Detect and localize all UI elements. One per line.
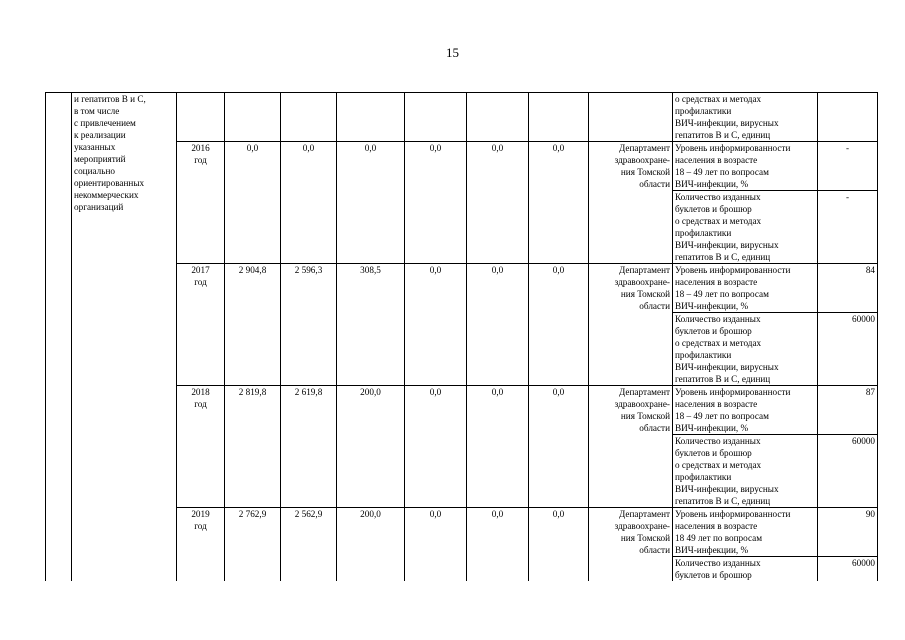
program-table	[45, 92, 878, 581]
value-total: 0,0	[225, 142, 281, 264]
indicator-name: Количество изданных буклетов и брошюр	[673, 557, 818, 582]
indicator-name: Количество изданных буклетов и брошюр о средствах и методах профилактики ВИЧ-инфекции, вирусных гепатитов В и С, единиц	[673, 191, 818, 264]
value-federal: 2 619,8	[281, 386, 337, 508]
continuation-row	[46, 93, 878, 142]
indicator-name: о средствах и методах профилактики ВИЧ-инфекции, вирусных гепатитов В и С, единиц	[673, 93, 818, 142]
task-description: и гепатитов В и С, в том числе с привлечением к реализации указанных мероприятий социально ориентированных некоммерческих организаций	[72, 93, 177, 582]
indicator-name: Уровень информированности населения в возрасте 18 – 49 лет по вопросам ВИЧ-инфекции, %	[673, 386, 818, 435]
department-cell: Департамент здравоохране- ния Томской области	[589, 142, 673, 264]
value-federal: 2 562,9	[281, 508, 337, 582]
value-regional: 200,0	[337, 386, 405, 508]
indicator-name: Уровень информированности населения в возрасте 18 49 лет по вопросам ВИЧ-инфекции, %	[673, 508, 818, 557]
department-cell: Департамент здравоохране- ния Томской области	[589, 508, 673, 582]
value-local: 0,0	[405, 386, 467, 508]
value-total: 2 819,8	[225, 386, 281, 508]
number-cell	[46, 93, 72, 582]
indicator-value: -	[818, 191, 878, 264]
value-regional: 200,0	[337, 508, 405, 582]
value-local: 0,0	[405, 508, 467, 582]
value-other: 0,0	[467, 142, 529, 264]
year-cell: 2017 год	[177, 264, 225, 386]
value-total: 2 904,8	[225, 264, 281, 386]
year-cell: 2019 год	[177, 508, 225, 582]
value-extra: 0,0	[529, 386, 589, 508]
indicator-value: 84	[818, 264, 878, 313]
year-cell: 2016 год	[177, 142, 225, 264]
value-local: 0,0	[405, 264, 467, 386]
value-other: 0,0	[467, 508, 529, 582]
value-federal: 2 596,3	[281, 264, 337, 386]
indicator-name: Уровень информированности населения в возрасте 18 – 49 лет по вопросам ВИЧ-инфекции, %	[673, 142, 818, 191]
indicator-value: 90	[818, 508, 878, 557]
value-other: 0,0	[467, 386, 529, 508]
indicator-value: 60000	[818, 313, 878, 386]
value-federal: 0,0	[281, 142, 337, 264]
indicator-value: 60000	[818, 557, 878, 582]
indicator-name: Уровень информированности населения в возрасте 18 – 49 лет по вопросам ВИЧ-инфекции, %	[673, 264, 818, 313]
value-other: 0,0	[467, 264, 529, 386]
indicator-value: 87	[818, 386, 878, 435]
indicator-value: 60000	[818, 435, 878, 508]
value-regional: 308,5	[337, 264, 405, 386]
department-cell: Департамент здравоохране- ния Томской области	[589, 386, 673, 508]
indicator-name: Количество изданных буклетов и брошюр о средствах и методах профилактики ВИЧ-инфекции, вирусных гепатитов В и С, единиц	[673, 313, 818, 386]
indicator-value: -	[818, 142, 878, 191]
department-cell: Департамент здравоохране- ния Томской области	[589, 264, 673, 386]
page-number: 15	[446, 45, 459, 60]
value-extra: 0,0	[529, 508, 589, 582]
year-cell: 2018 год	[177, 386, 225, 508]
value-total: 2 762,9	[225, 508, 281, 582]
value-regional: 0,0	[337, 142, 405, 264]
value-extra: 0,0	[529, 142, 589, 264]
value-local: 0,0	[405, 142, 467, 264]
indicator-name: Количество изданных буклетов и брошюр о средствах и методах профилактики ВИЧ-инфекции, вирусных гепатитов В и С, единиц	[673, 435, 818, 508]
value-extra: 0,0	[529, 264, 589, 386]
